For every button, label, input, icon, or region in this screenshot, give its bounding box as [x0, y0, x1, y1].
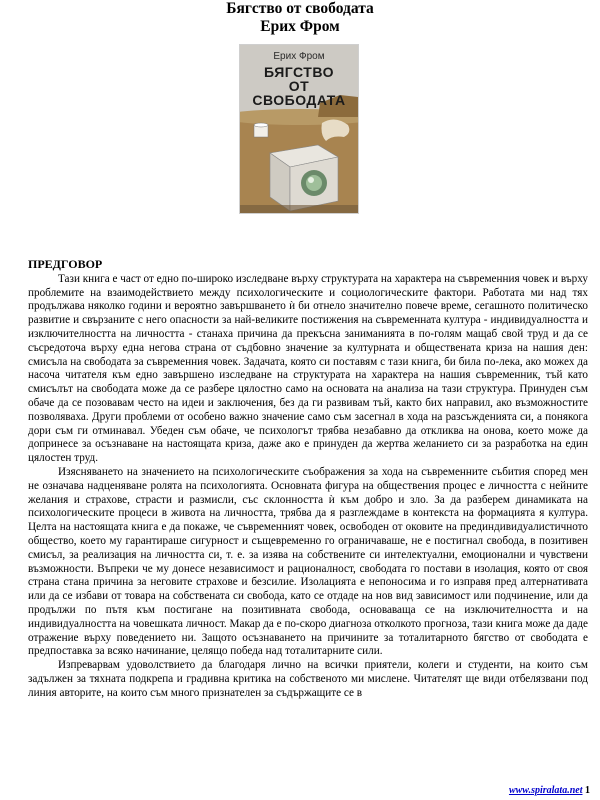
cover-title: БЯГСТВО ОТ СВОБОДАТА	[252, 64, 346, 108]
cover-author: Ерих Фром	[273, 51, 325, 62]
paragraph: Тази книга е част от едно по-широко изследване върху структурата на характера на съвременния човек и върху проблемите на взаимодействието между психологическите и социологическите фактори. Работата ми над тях продължава няколко години и вероятно завършването ѝ би отнело значително повече време, сегашното политическо развитие и свързаните с него опасности за най-великите постижения на съвременната култура - индивидуалността и изключителността на личността - станаха причина да прекъсна заниманията в по-голям мащаб свой труд и да се съсредоточа върху една негова страна от съдбовно значение за културната и обществената криза на нашия ден: смисъла на свободата за съвременния човек. Задачата, която си поставям с тази книга, би била по-лека, ако можех да насоча читателя към едно завършено изследване на структурата на характера на нашия съвременник, тъй като смисълът на свободата може да се разбере цялостно само на основата на анализа на тази структура. Принуден съм обаче да се позовавам често на идеи и заключения, без да ги развивам тъй, както бих направил, ако възможностите позволяваха. Други проблеми от особено важно значение само съм засегнал в хода на разсъжденията си, а понякога дори съм ги отминавал. Убеден съм обаче, че психологът трябва незабавно да откликва на онова, което може да допринесе за осъзнаване на настоящата криза, даже ако е принуден да жертва желанието си за разработка на един цялостен труд.	[28, 272, 588, 465]
document-author: Ерих Фром	[260, 18, 340, 35]
document-title: Бягство от свободата	[226, 0, 374, 17]
section-heading: ПРЕДГОВОР	[28, 257, 103, 271]
document-header	[0, 0, 600, 36]
page-footer	[509, 785, 590, 796]
book-cover-image	[240, 45, 358, 213]
page-number: 1	[585, 785, 590, 796]
paragraph: Изясняването на значението на психологическите съображения за хода на съвременните събития според мен не означава надценяване ролята на психологията. Основната фигура на обществения процес е личността с нейните желания и страхове, страсти и размисли, със склонността ѝ към добро и зло. За да разберем динамиката на психологическите процеси в живота на личността, трябва да я разглеждаме в контекста на формацията я култура. Целта на настоящата книга е да покаже, че съвременният човек, освободен от оковите на прединдивидуалистичното общество, което му гарантираше сигурност и същевременно го ограничаваше, не е постигнал свобода, в позитивен смисъл, за реализация на личността си, т. е. за изява на собствените си интелектуални, емоционални и чувствени възможности. Въпреки че му донесе независимост и рационалност, свободата го постави в изолация, която от своя страна стана причина за неговите страхове и безсилие. Изолацията е непоносима и го изправя пред алтернативата или да се избави от товара на собствената си свобода, като се отдаде на нов вид зависимост или подчинение, или да продължи по пътя към постигане на позитивната свобода, основаваща се на изключителността и на индивидуалността на човешката личност. Макар да е по-скоро диагноза отколкото прогноза, тази книга може да даде отражение върху поведението ни. Защото осъзнаването на причините за тоталитарното бягство от свободата е предпоставка за всяко начинание, целящо победа над тоталитарните сили.	[28, 465, 588, 658]
website-link[interactable]: www.spiralata.net	[508, 785, 583, 796]
paragraph: Изпреварвам удоволствието да благодаря лично на всички приятели, колеги и студенти, на които съм задължен за тяхната подкрепа и градивна критика на собственото ми мислене. Читателят ще види отбелязвани под линия авторите, на които съм много признателен за съдържащите се в	[28, 659, 588, 699]
document-body	[28, 258, 588, 701]
